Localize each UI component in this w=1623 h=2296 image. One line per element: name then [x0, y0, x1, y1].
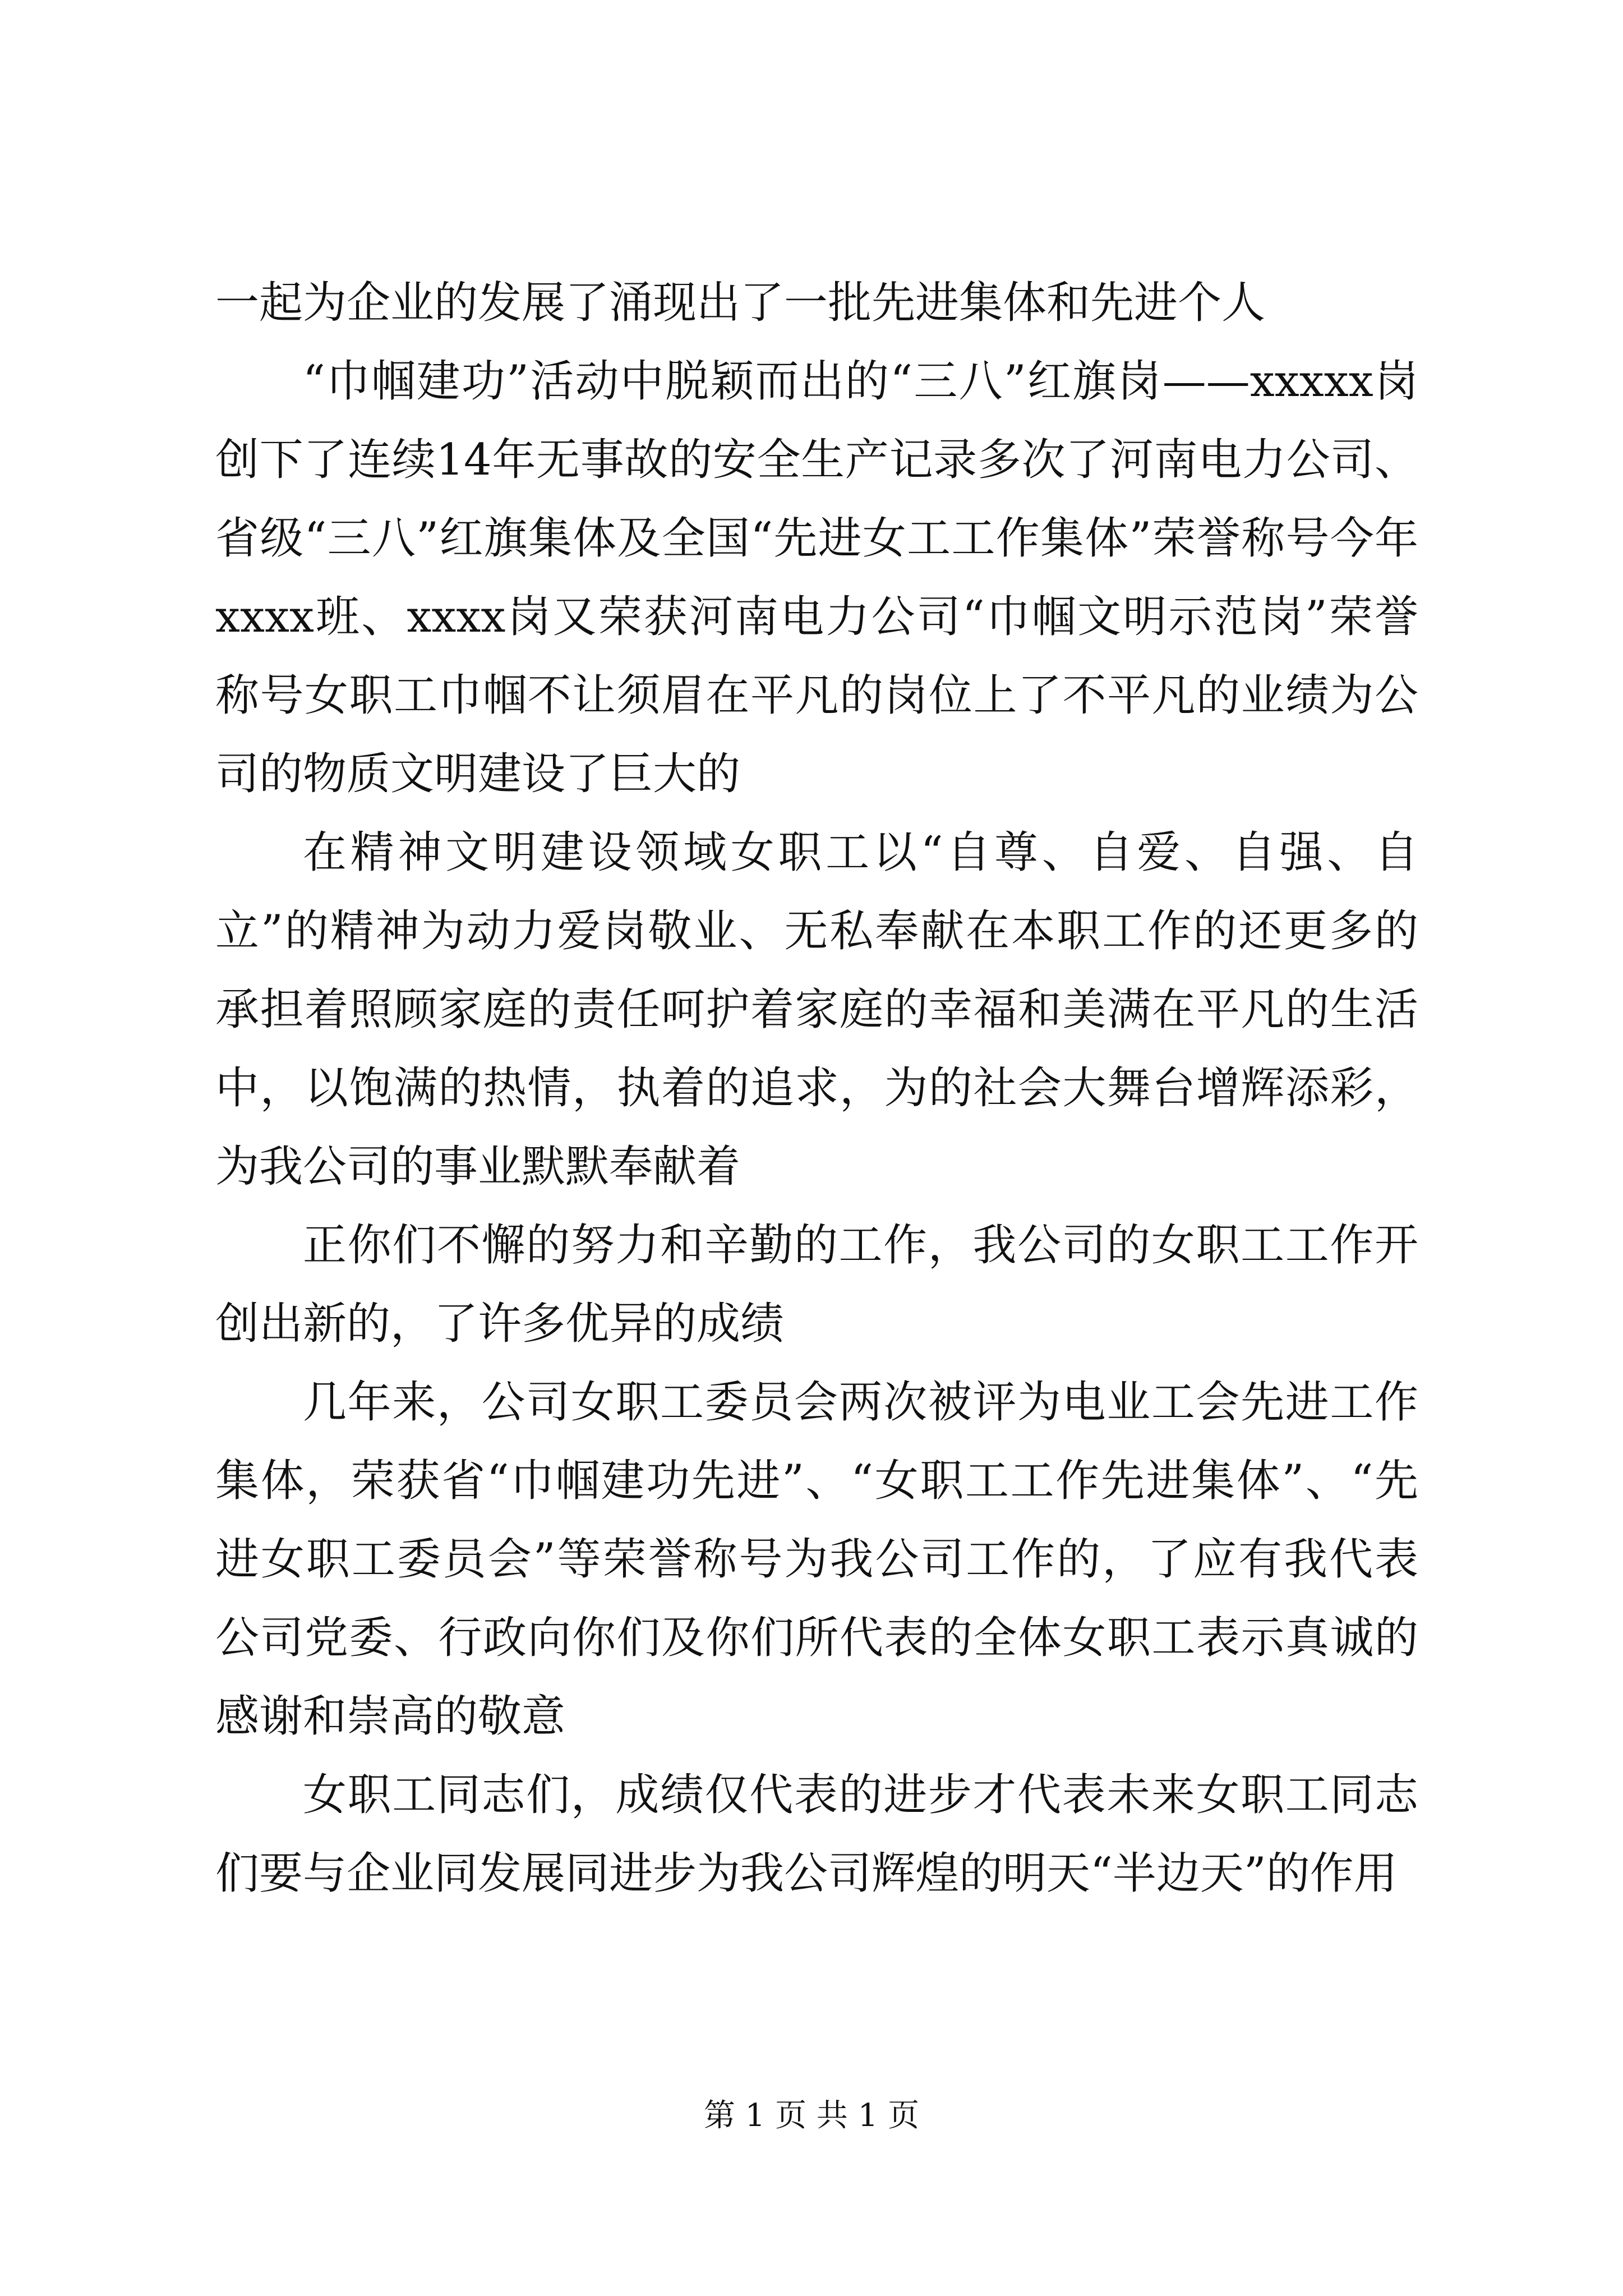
paragraph-6: 女职工同志们，成绩仅代表的进步才代表未来女职工同志们要与企业同发展同进步为我公司辉煌的明天“半边天”的作用: [215, 1770, 1418, 1899]
paragraph-2: “巾帼建功”活动中脱颖而出的“三八”红旗岗——xxxxx岗创下了连续14年无事故的安全生产记录多次了河南电力公司、省级“三八”红旗集体及全国“先进女工工作集体”荣誉称号今年xxxx班、xxxx岗又荣获河南电力公司“巾帼文明示范岗”荣誉称号女职工巾帼不让须眉在平凡的岗位上了不平凡的业绩为公司的物质文明建设了巨大的: [215, 356, 1418, 799]
page-number-footer: 第 1 页 共 1 页: [703, 2097, 920, 2134]
paragraph-4: 正你们不懈的努力和辛勤的工作，我公司的女职工工作开创出新的，了许多优异的成绩: [215, 1220, 1418, 1349]
document-body: [215, 264, 1418, 1913]
paragraph-3: 在精神文明建设领域女职工以“自尊、自爱、自强、自立”的精神为动力爱岗敬业、无私奉献在本职工作的还更多的承担着照顾家庭的责任呵护着家庭的幸福和美满在平凡的生活中，以饱满的热情，执着的追求，为的社会大舞台增辉添彩，为我公司的事业默默奉献着: [215, 827, 1418, 1192]
paragraph-1: 一起为企业的发展了涌现出了一批先进集体和先进个人: [215, 278, 1266, 328]
paragraph-5: 几年来，公司女职工委员会两次被评为电业工会先进工作集体，荣获省“巾帼建功先进”、“女职工工作先进集体”、“先进女职工委员会”等荣誉称号为我公司工作的，了应有我代表公司党委、行政向你们及你们所代表的全体女职工表示真诚的感谢和崇高的敬意: [215, 1377, 1418, 1742]
